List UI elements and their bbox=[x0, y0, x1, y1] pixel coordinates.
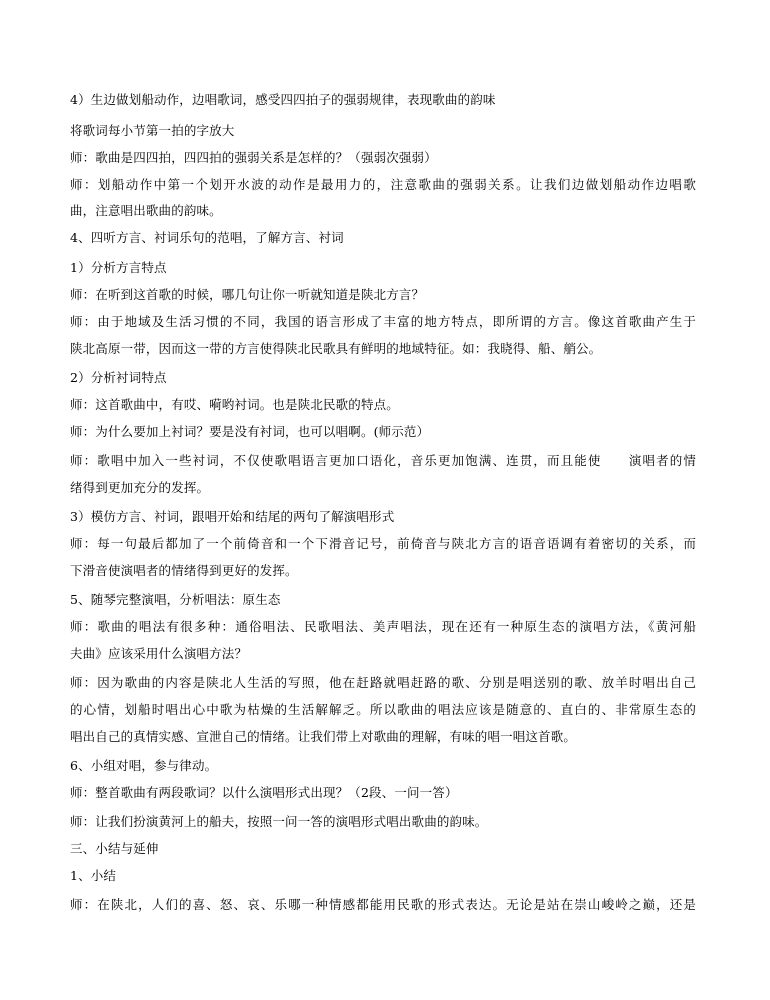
text-line: 陕北高原一带，因而这一带的方言使得陕北民歌具有鲜明的地域特征。如：我晓得、船、艄公。 bbox=[70, 341, 602, 356]
text-line: 的心情，划船时唱出心中歌为枯燥的生活解解乏。所以歌曲的唱法应该是随意的、直白的、非常原生态的 bbox=[70, 702, 696, 717]
text-line: 4、四听方言、衬词乐句的范唱，了解方言、衬词 bbox=[70, 230, 344, 245]
text-line: 1、小结 bbox=[70, 868, 117, 883]
text-line: 绪得到更加充分的发挥。 bbox=[70, 480, 210, 495]
text-line: 曲，注意唱出歌曲的韵味。 bbox=[70, 203, 222, 218]
text-line: 三、小结与延伸 bbox=[70, 841, 159, 856]
text-line: 3）模仿方言、衬词，跟唱开始和结尾的两句了解演唱形式 bbox=[70, 509, 395, 524]
text-line: 师：因为歌曲的内容是陕北人生活的写照，他在赶路就唱赶路的歌、分别是唱送别的歌、放羊时唱出自己 bbox=[70, 675, 696, 690]
text-line: 6、小组对唱，参与律动。 bbox=[70, 758, 218, 773]
text-line: 师：在听到这首歌的时候，哪几句让你一听就知道是陕北方言？ bbox=[70, 287, 425, 302]
text-line: 师：歌唱中加入一些衬词，不仅使歌唱语言更加口语化，音乐更加饱满、连贯，而且能使 演唱者的情 bbox=[70, 453, 696, 468]
text-line: 师：整首歌曲有两段歌词？以什么演唱形式出现？（2段、一问一答） bbox=[70, 785, 458, 800]
text-line: 师：划船动作中第一个划开水波的动作是最用力的，注意歌曲的强弱关系。让我们边做划船动作边唱歌 bbox=[70, 177, 696, 192]
text-line: 夫曲》应该采用什么演唱方法？ bbox=[70, 646, 248, 661]
text-line: 师：每一句最后都加了一个前倚音和一个下滑音记号，前倚音与陕北方言的语音语调有着密切的关系，而 bbox=[70, 536, 696, 551]
text-line: 师：歌曲是四四拍，四四拍的强弱关系是怎样的？（强弱次强弱） bbox=[70, 150, 437, 165]
text-line: 将歌词每小节第一拍的字放大 bbox=[70, 123, 235, 138]
text-line: 师：由于地域及生活习惯的不同，我国的语言形成了丰富的地方特点，即所谓的方言。像这首歌曲产生于 bbox=[70, 314, 696, 329]
text-line: 唱出自己的真情实感、宣泄自己的情绪。让我们带上对歌曲的理解，有味的唱一唱这首歌。 bbox=[70, 729, 577, 744]
text-line: 4）生边做划船动作，边唱歌词，感受四四拍子的强弱规律，表现歌曲的韵味 bbox=[70, 92, 496, 107]
text-line: 下滑音使演唱者的情绪得到更好的发挥。 bbox=[70, 563, 298, 578]
text-line: 师：在陕北，人们的喜、怒、哀、乐哪一种情感都能用民歌的形式表达。无论是站在崇山峻岭之巅，还是 bbox=[70, 897, 696, 912]
text-line: 师：为什么要加上衬词？要是没有衬词，也可以唱啊。(师示范） bbox=[70, 424, 430, 439]
text-line: 5、随琴完整演唱，分析唱法：原生态 bbox=[70, 592, 281, 607]
text-line: 2）分析衬词特点 bbox=[70, 370, 167, 385]
text-line: 师：这首歌曲中，有哎、嗬哟衬词。也是陕北民歌的特点。 bbox=[70, 397, 399, 412]
text-line: 师：歌曲的唱法有很多种：通俗唱法、民歌唱法、美声唱法，现在还有一种原生态的演唱方法，《黄河船 bbox=[70, 619, 696, 634]
text-line: 师：让我们扮演黄河上的船夫，按照一问一答的演唱形式唱出歌曲的韵味。 bbox=[70, 814, 488, 829]
text-line: 1）分析方言特点 bbox=[70, 260, 167, 275]
